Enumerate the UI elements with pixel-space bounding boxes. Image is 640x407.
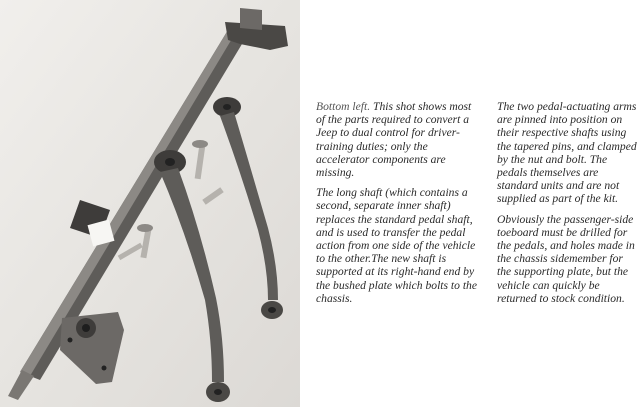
caption-lead: Bottom left. <box>316 100 371 113</box>
caption-paragraph: The two pedal-actuating arms are pinned into position on their respective shafts using the tapered pins, and clamped by the nut and bolt. The pedals themselves are standard units and are not supplied as part of the kit. <box>497 100 637 206</box>
parts-photo-drawing <box>0 0 300 407</box>
parts-photo <box>0 0 300 407</box>
caption-paragraph <box>316 100 478 179</box>
caption-text: This shot shows most of the parts required to convert a Jeep to dual control for driver-training duties; only the accelerator components are missing. <box>316 100 472 180</box>
caption-paragraph: Obviously the passenger-side toeboard must be drilled for the pedals, and holes made in the chassis sidemember for the supporting plate, but the vehicle can quickly be returned to stock condition. <box>497 212 635 305</box>
caption-paragraph: The long shaft (which contains a second, separate inner shaft) replaces the standard pedal shaft, and is used to transfer the pedal action from one side of the vehicle to the other.The new shaft is supported at its right-hand end by the bushed plate which bolts to the chassis. <box>316 186 478 305</box>
caption-column-2 <box>497 100 637 312</box>
caption-column-1 <box>316 100 478 312</box>
